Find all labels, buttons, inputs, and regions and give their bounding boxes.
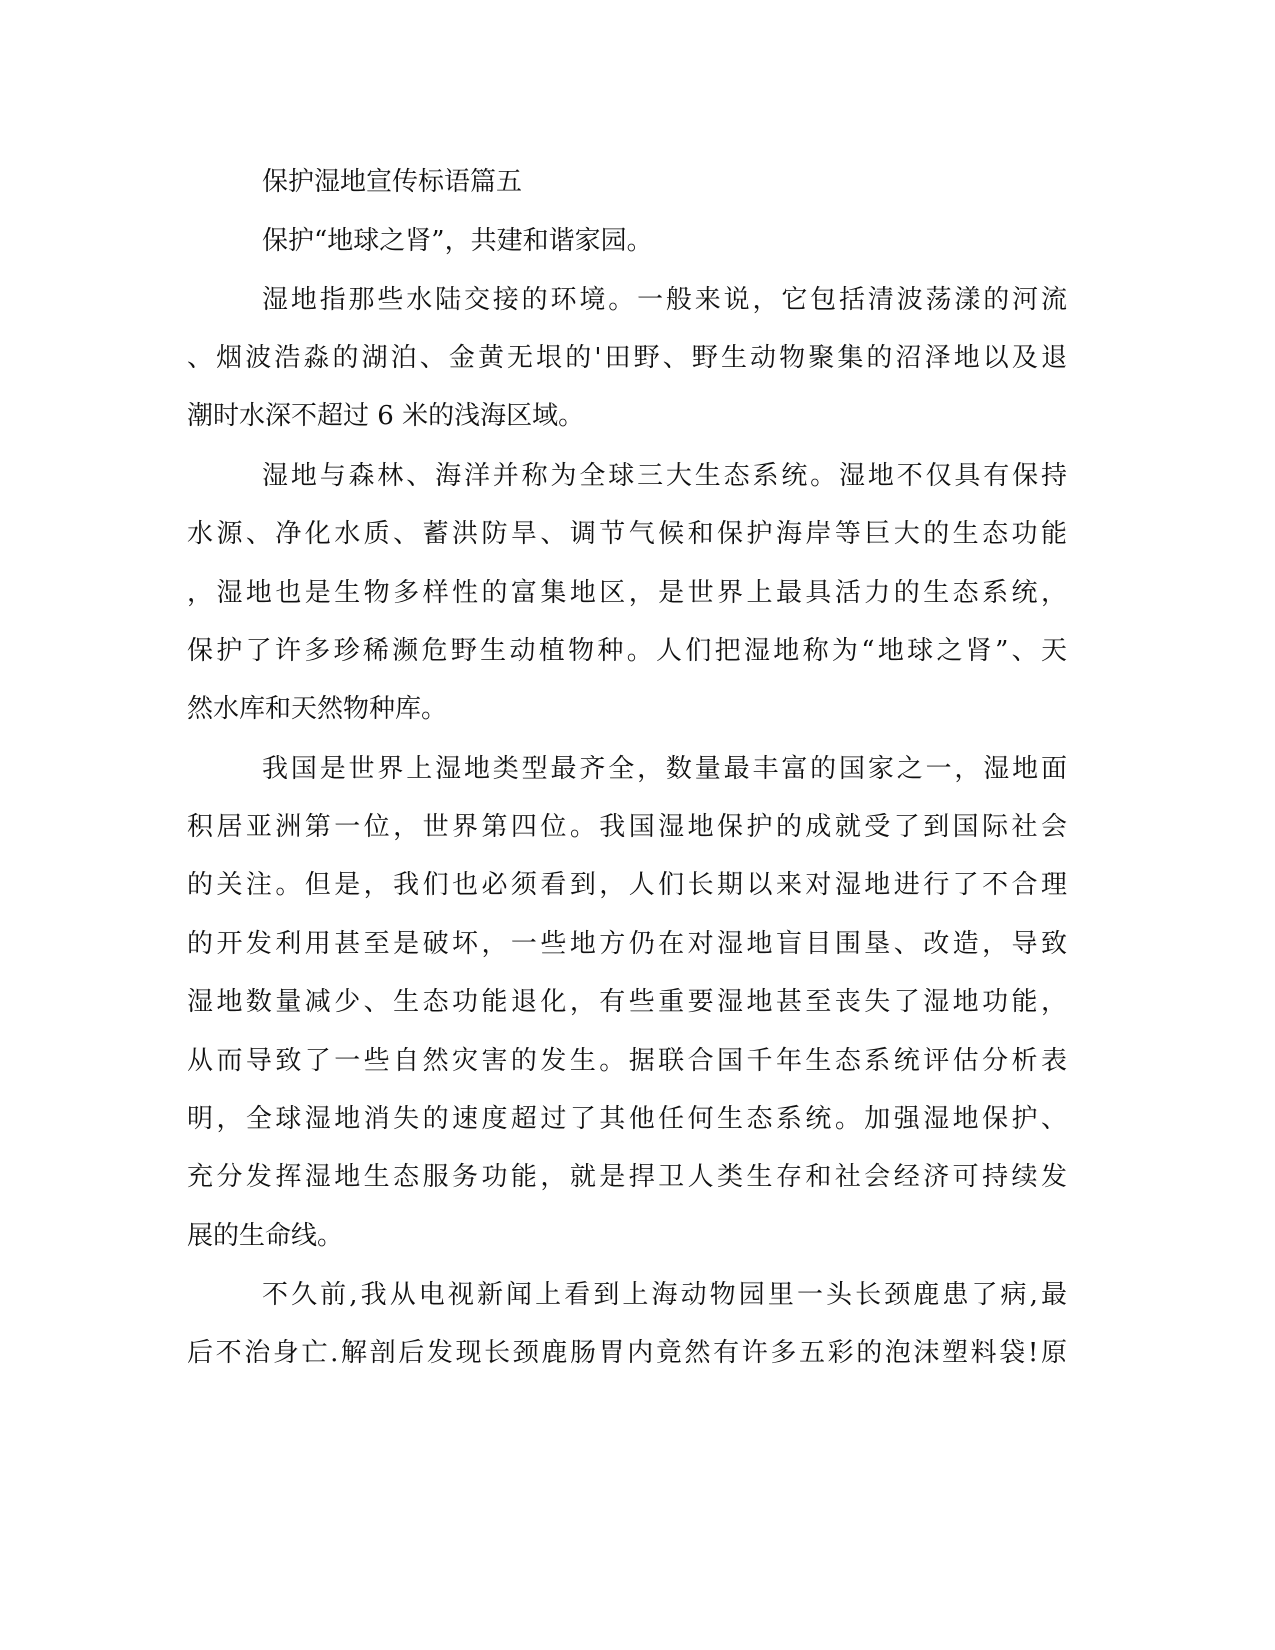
paragraph-1-line-2: 、烟波浩淼的湖泊、金黄无垠的'田野、野生动物聚集的沼泽地以及退 bbox=[187, 343, 1067, 373]
paragraph-1-line-3: 潮时水深不超过 6 米的浅海区域。 bbox=[187, 401, 585, 431]
document-heading: 保护湿地宣传标语篇五 bbox=[262, 167, 523, 197]
paragraph-2-line-1: 湿地与森林、海洋并称为全球三大生态系统。湿地不仅具有保持 bbox=[262, 461, 1067, 491]
paragraph-3-line-3: 的关注。但是，我们也必须看到，人们长期以来对湿地进行了不合理 bbox=[187, 870, 1067, 900]
paragraph-4-line-2: 后不治身亡.解剖后发现长颈鹿肠胃内竟然有许多五彩的泡沫塑料袋!原 bbox=[187, 1338, 1067, 1368]
paragraph-3-line-9: 展的生命线。 bbox=[187, 1221, 344, 1251]
paragraph-3-line-6: 从而导致了一些自然灾害的发生。据联合国千年生态系统评估分析表 bbox=[187, 1046, 1067, 1076]
paragraph-3-line-1: 我国是世界上湿地类型最齐全，数量最丰富的国家之一，湿地面 bbox=[262, 754, 1067, 784]
paragraph-3-line-8: 充分发挥湿地生态服务功能，就是捍卫人类生存和社会经济可持续发 bbox=[187, 1162, 1067, 1192]
slogan-line: 保护“地球之肾”，共建和谐家园。 bbox=[262, 226, 653, 256]
paragraph-1-line-1: 湿地指那些水陆交接的环境。一般来说，它包括清波荡漾的河流 bbox=[262, 285, 1067, 315]
paragraph-3-line-4: 的开发利用甚至是破坏，一些地方仍在对湿地盲目围垦、改造，导致 bbox=[187, 929, 1067, 959]
paragraph-3-line-5: 湿地数量减少、生态功能退化，有些重要湿地甚至丧失了湿地功能， bbox=[187, 987, 1067, 1017]
paragraph-2-line-2: 水源、净化水质、蓄洪防旱、调节气候和保护海岸等巨大的生态功能 bbox=[187, 519, 1067, 549]
paragraph-2-line-5: 然水库和天然物种库。 bbox=[187, 694, 448, 724]
paragraph-2-line-4: 保护了许多珍稀濒危野生动植物种。人们把湿地称为“地球之肾”、天 bbox=[187, 636, 1067, 666]
paragraph-3-line-2: 积居亚洲第一位，世界第四位。我国湿地保护的成就受了到国际社会 bbox=[187, 812, 1067, 842]
paragraph-2-line-3: ，湿地也是生物多样性的富集地区，是世界上最具活力的生态系统， bbox=[187, 578, 1067, 608]
paragraph-4-line-1: 不久前,我从电视新闻上看到上海动物园里一头长颈鹿患了病,最 bbox=[262, 1280, 1067, 1310]
paragraph-3-line-7: 明，全球湿地消失的速度超过了其他任何生态系统。加强湿地保护、 bbox=[187, 1104, 1067, 1134]
